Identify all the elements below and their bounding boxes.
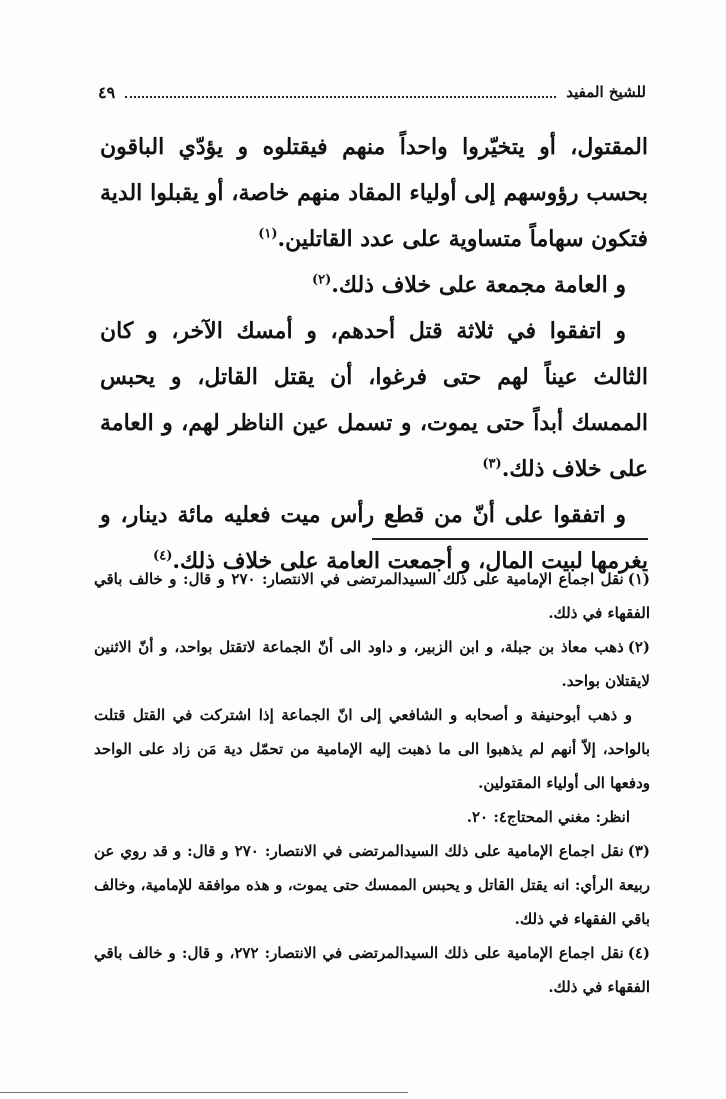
running-header	[98, 78, 646, 106]
paragraph-1	[100, 124, 648, 262]
paragraph-1-text: المقتول، أو يتخيّروا واحداً منهم فيقتلوه و يؤدّي الباقون بحسب رؤوسهم إلى أولياء المقاد منهم خاصة، أو يقبلوا الدية فتكون سهاماً متساوية على عدد القاتلين.	[100, 134, 648, 252]
footnote-4-text: نقل اجماع الإمامية على ذلك السيدالمرتضى في الانتصار: ٢٧٢، و قال: و خالف باقي الفقهاء في ذلك.	[94, 944, 650, 996]
footnote-1-number: (١)	[627, 570, 650, 588]
footnote-ref-2: (٢)	[311, 272, 332, 288]
footnote-2-reference: انظر: مغني المحتاج٤: ٢٠.	[466, 808, 630, 826]
footnote-2-number: (٢)	[627, 638, 650, 656]
page-number: ٤٩	[98, 82, 116, 102]
footnote-2-continuation: و ذهب أبوحنيفة و أصحابه و الشافعي إلى انّ الجماعة إذا اشتركت في القتل قتلت بالواحد، إلاّ أنهم لم يذهبوا الى ما ذهبت إليه الإمامية من تحمّل دية مَن زاد على الواحد ودفعها الى أولياء المقتولين.	[94, 706, 650, 792]
footnote-1-text: نقل اجماع الإمامية على ذلك السيدالمرتضى في الانتصار: ٢٧٠ و قال: و خالف باقي الفقهاء في ذلك.	[94, 570, 650, 622]
footnote-2-text: ذهب معاذ بن جبلة، و ابن الزبير، و داود الى أنّ الجماعة لاتقتل بواحد، و أنّ الاثنين لايقتلان بواحد.	[94, 638, 650, 690]
footnote-1	[94, 562, 650, 630]
paragraph-3-text: و اتفقوا في ثلاثة قتل أحدهم، و أمسك الآخر، و كان الثالث عيناً لهم حتى فرغوا، أن يقتل القاتل، و يحبس الممسك أبداً حتى يموت، و تسمل عين الناظر لهم، و العامة على خلاف ذلك.	[100, 318, 648, 482]
footnote-ref-1: (١)	[258, 226, 278, 242]
paragraph-2	[100, 262, 648, 308]
footnote-3	[94, 834, 650, 936]
footnote-3-text: نقل اجماع الإمامية على ذلك السيدالمرتضى في الانتصار: ٢٧٠ و قال: و قد روي عن ربيعة الرأي: انه يقتل القاتل و يحبس الممسك حتى يموت، و هذه موافقة للإمامية، وخالف باقي الفقهاء في ذلك.	[94, 842, 650, 928]
paragraph-2-text: و العامة مجمعة على خلاف ذلك.	[331, 272, 626, 298]
paragraph-4-text: و اتفقوا على أنّ من قطع رأس ميت فعليه مائة دينار، و يغرمها لبيت المال، و أجمعت العامة على خلاف ذلك.	[100, 502, 648, 574]
footnotes	[94, 562, 650, 1004]
header-title: للشيخ المفيد	[566, 83, 646, 101]
footnote-4-number: (٤)	[627, 944, 650, 962]
footnote-separator	[372, 538, 648, 540]
footnote-4	[94, 936, 650, 1004]
footnote-3-number: (٣)	[627, 842, 650, 860]
scan-edge-line	[0, 1092, 408, 1093]
paragraph-3	[100, 308, 648, 492]
footnote-ref-3: (٣)	[482, 456, 502, 472]
main-text	[100, 124, 648, 584]
footnote-ref-4: (٤)	[153, 548, 173, 564]
footnote-2	[94, 630, 650, 698]
dotted-leader	[125, 86, 556, 98]
